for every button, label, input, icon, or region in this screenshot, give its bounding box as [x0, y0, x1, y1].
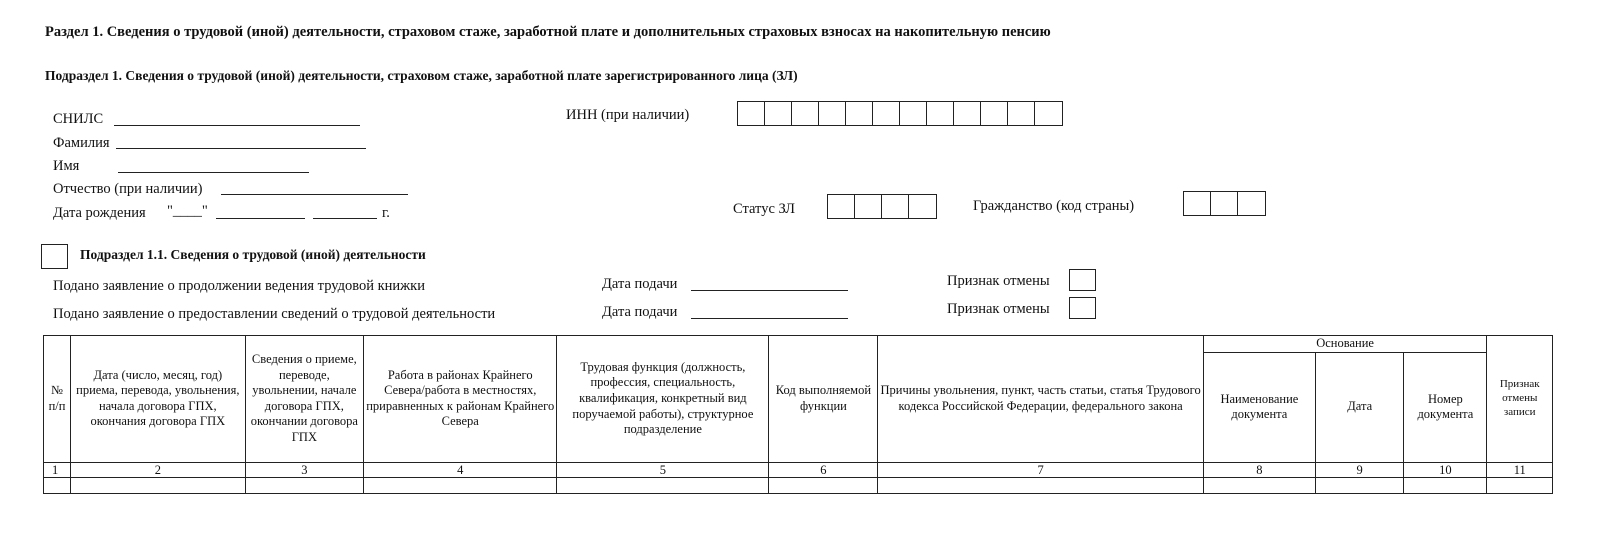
- statement2-label: Подано заявление о предоставлении сведений о трудовой деятельности: [53, 306, 496, 322]
- surname-label: Фамилия: [53, 135, 110, 151]
- birthdate-day[interactable]: "____": [167, 203, 208, 219]
- header-north-work: Работа в районах Крайнего Севера/работа в местностях, приравненных к районам Крайнего Севера: [364, 336, 557, 463]
- column-number: 1: [44, 462, 71, 477]
- statement1-date-label: Дата подачи: [602, 276, 678, 292]
- header-hiring-info: Сведения о приеме, переводе, увольнении, начале договора ГПХ, окончании договора ГПХ: [245, 336, 363, 463]
- inn-cells[interactable]: [737, 101, 1063, 126]
- name-field[interactable]: [118, 172, 309, 173]
- citizenship-label: Гражданство (код страны): [973, 198, 1135, 214]
- snils-field[interactable]: [114, 125, 360, 126]
- activity-table: [43, 335, 1553, 494]
- birthdate-label: Дата рождения: [53, 205, 146, 221]
- subsection-title: Подраздел 1. Сведения о трудовой (иной) деятельности, страховом стаже, заработной плате зарегистрированного лица (ЗЛ): [45, 68, 798, 83]
- patronymic-label: Отчество (при наличии): [53, 181, 203, 197]
- name-label: Имя: [53, 158, 80, 174]
- header-number: № п/п: [44, 336, 71, 463]
- statement1-date-field[interactable]: [691, 290, 848, 291]
- header-date: Дата (число, месяц, год) приема, перевода, увольнения, начала договора ГПХ, окончания договора ГПХ: [71, 336, 246, 463]
- birthdate-year-suffix: г.: [382, 205, 390, 221]
- column-number: 8: [1203, 462, 1315, 477]
- birthdate-year-field[interactable]: [313, 218, 377, 219]
- column-number: 6: [769, 462, 878, 477]
- subsection11-checkbox[interactable]: [41, 244, 68, 269]
- header-labor-function: Трудовая функция (должность, профессия, специальность, квалификация, конкретный вид поручаемой работы), структурное подразделение: [557, 336, 769, 463]
- header-function-code: Код выполняемой функции: [769, 336, 878, 463]
- statement1-cancel-label: Признак отмены: [947, 273, 1050, 289]
- table-row[interactable]: [44, 477, 1553, 493]
- column-number: 5: [557, 462, 769, 477]
- patronymic-field[interactable]: [221, 194, 408, 195]
- statement1-cancel-checkbox[interactable]: [1069, 269, 1096, 291]
- statement1-label: Подано заявление о продолжении ведения трудовой книжки: [53, 278, 425, 294]
- statement2-date-field[interactable]: [691, 318, 848, 319]
- header-document-name: Наименование документа: [1203, 352, 1315, 462]
- header-basis: Основание: [1203, 336, 1487, 353]
- statement2-cancel-checkbox[interactable]: [1069, 297, 1096, 319]
- column-number: 2: [71, 462, 246, 477]
- statement2-cancel-label: Признак отмены: [947, 301, 1050, 317]
- statement2-date-label: Дата подачи: [602, 304, 678, 320]
- column-number: 10: [1404, 462, 1487, 477]
- section-title: Раздел 1. Сведения о трудовой (иной) деятельности, страховом стаже, заработной плате и дополнительных страховых взносах на накопительную пенсию: [45, 24, 1051, 40]
- surname-field[interactable]: [116, 148, 366, 149]
- header-cancel-flag: Признак отмены записи: [1487, 336, 1553, 463]
- citizenship-cells[interactable]: [1183, 191, 1266, 216]
- header-dismissal-reasons: Причины увольнения, пункт, часть статьи, статья Трудового кодекса Российской Федерации, федерального закона: [878, 336, 1203, 463]
- column-number: 4: [364, 462, 557, 477]
- subsection11-title: Подраздел 1.1. Сведения о трудовой (иной) деятельности: [80, 247, 426, 262]
- inn-label: ИНН (при наличии): [566, 107, 690, 123]
- status-cells[interactable]: [827, 194, 937, 219]
- column-number: 11: [1487, 462, 1553, 477]
- column-number: 9: [1316, 462, 1404, 477]
- column-number: 7: [878, 462, 1203, 477]
- header-document-date: Дата: [1316, 352, 1404, 462]
- snils-label: СНИЛС: [53, 111, 104, 127]
- column-number: 3: [245, 462, 363, 477]
- header-document-number: Номер документа: [1404, 352, 1487, 462]
- birthdate-month-field[interactable]: [216, 218, 305, 219]
- status-label: Статус ЗЛ: [733, 201, 795, 217]
